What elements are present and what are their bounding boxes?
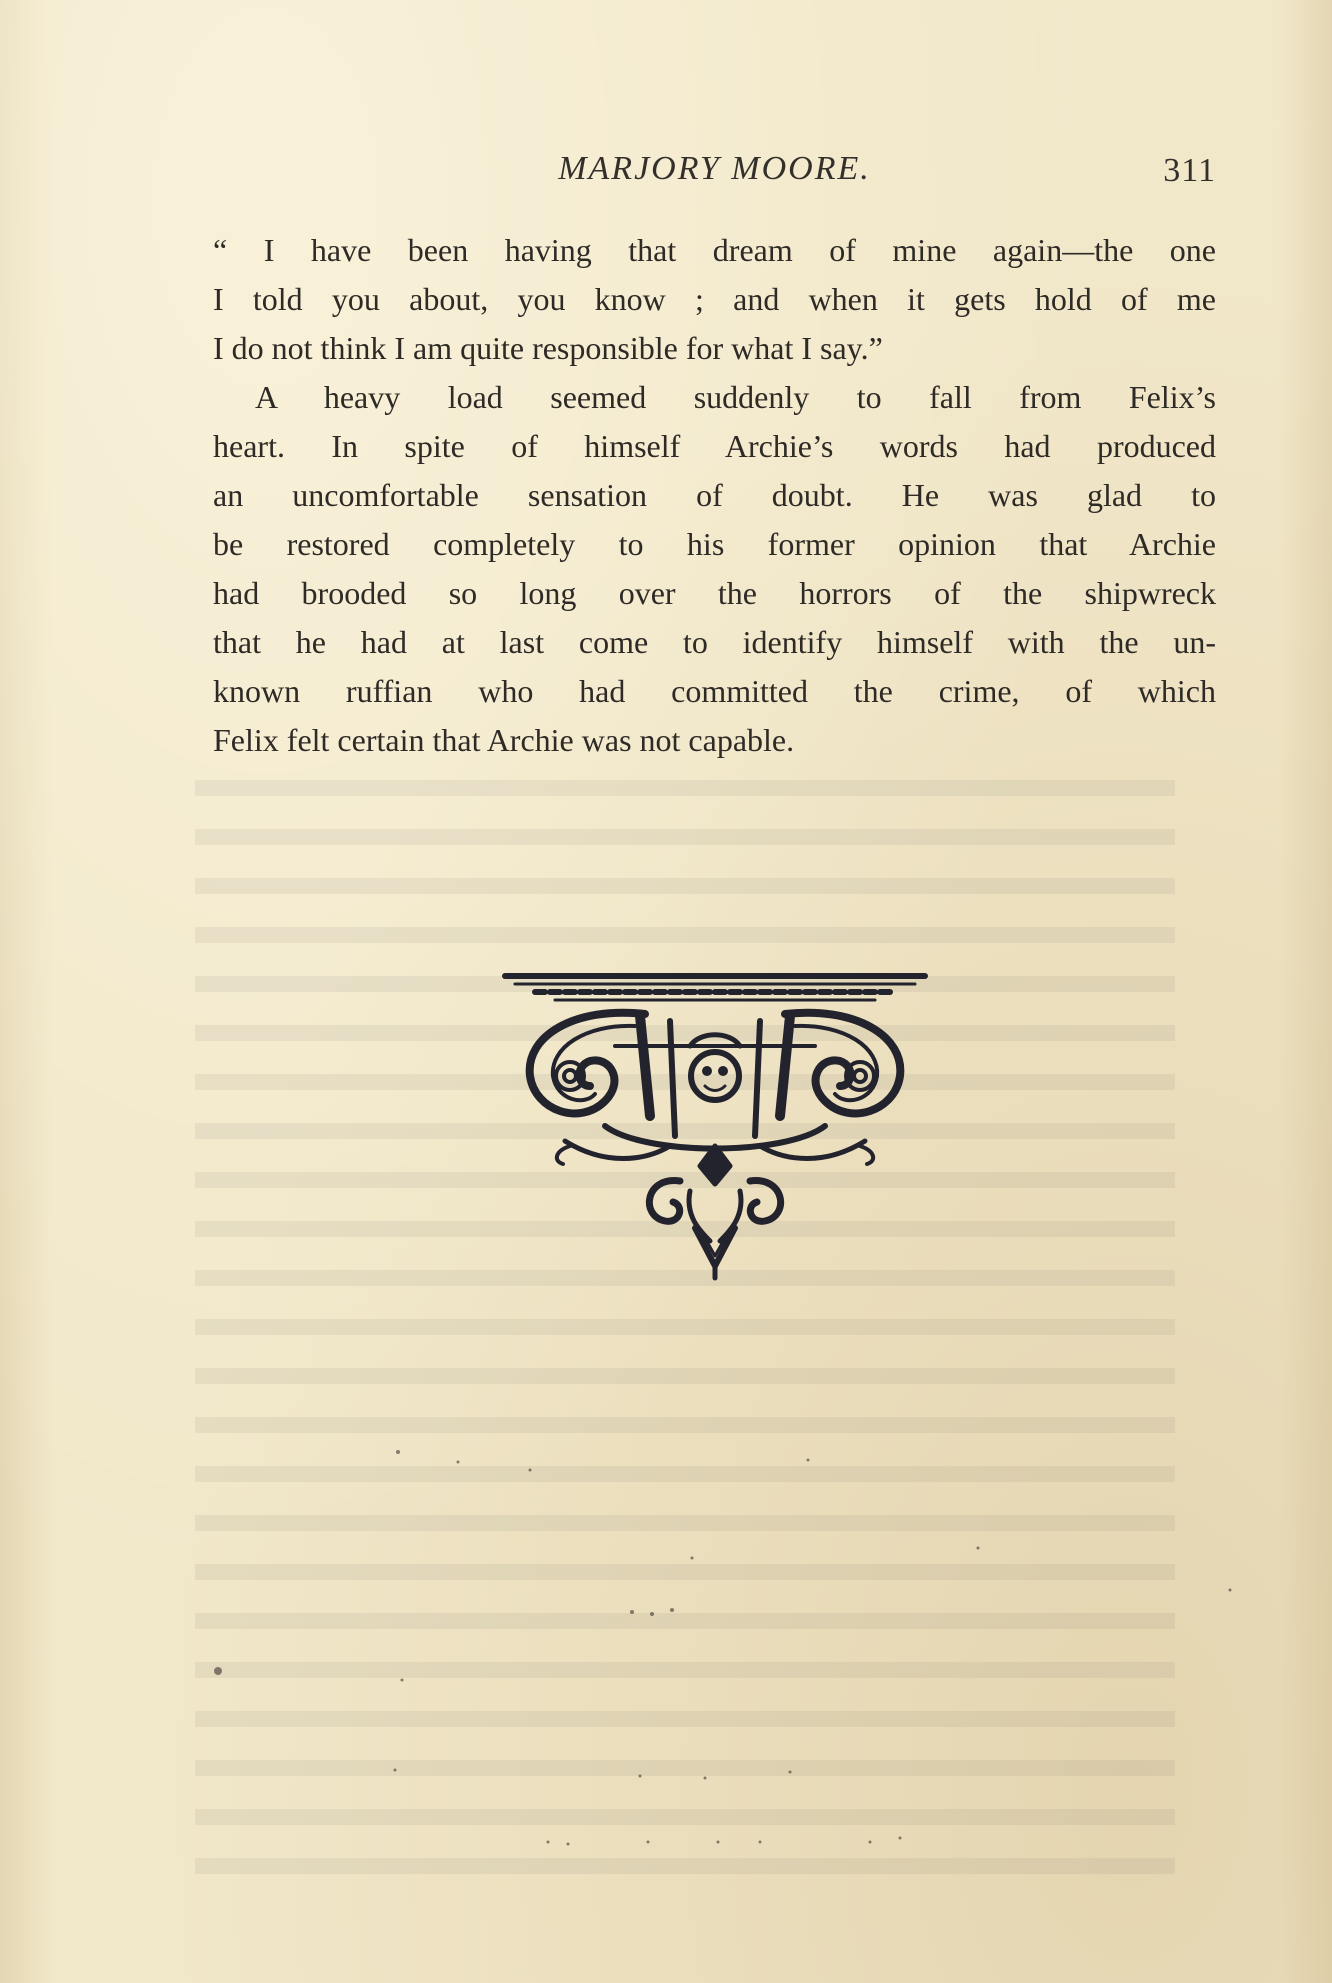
running-title: MARJORY MOORE. [558,150,871,187]
text-line: Felix felt certain that Archie was not capable. [213,722,795,758]
text-line: heart. In spite of himself Archie’s words had produced [213,428,1216,464]
text-line: I do not think I am quite responsible for what I say.” [213,330,883,366]
text-line: “ I have been having that dream of mine again—the one [213,232,1216,268]
text-line: had brooded so long over the horrors of the shipwreck [213,575,1216,611]
text-line: an uncomfortable sensation of doubt. He was glad to [213,477,1216,513]
tailpiece-ornament-icon [495,966,935,1286]
text-line: known ruffian who had committed the crime, of which [213,673,1216,709]
text-line: I told you about, you know ; and when it gets hold of me [213,281,1216,317]
show-through-texture [195,780,1175,1880]
page-number: 311 [1163,152,1216,189]
text-line: A heavy load seemed suddenly to fall from Felix’s [255,379,1216,415]
text-line: be restored completely to his former opinion that Archie [213,526,1216,562]
text-line: that he had at last come to identify himself with the un- [213,624,1216,660]
running-head [213,150,1216,200]
body-text [213,226,1216,765]
